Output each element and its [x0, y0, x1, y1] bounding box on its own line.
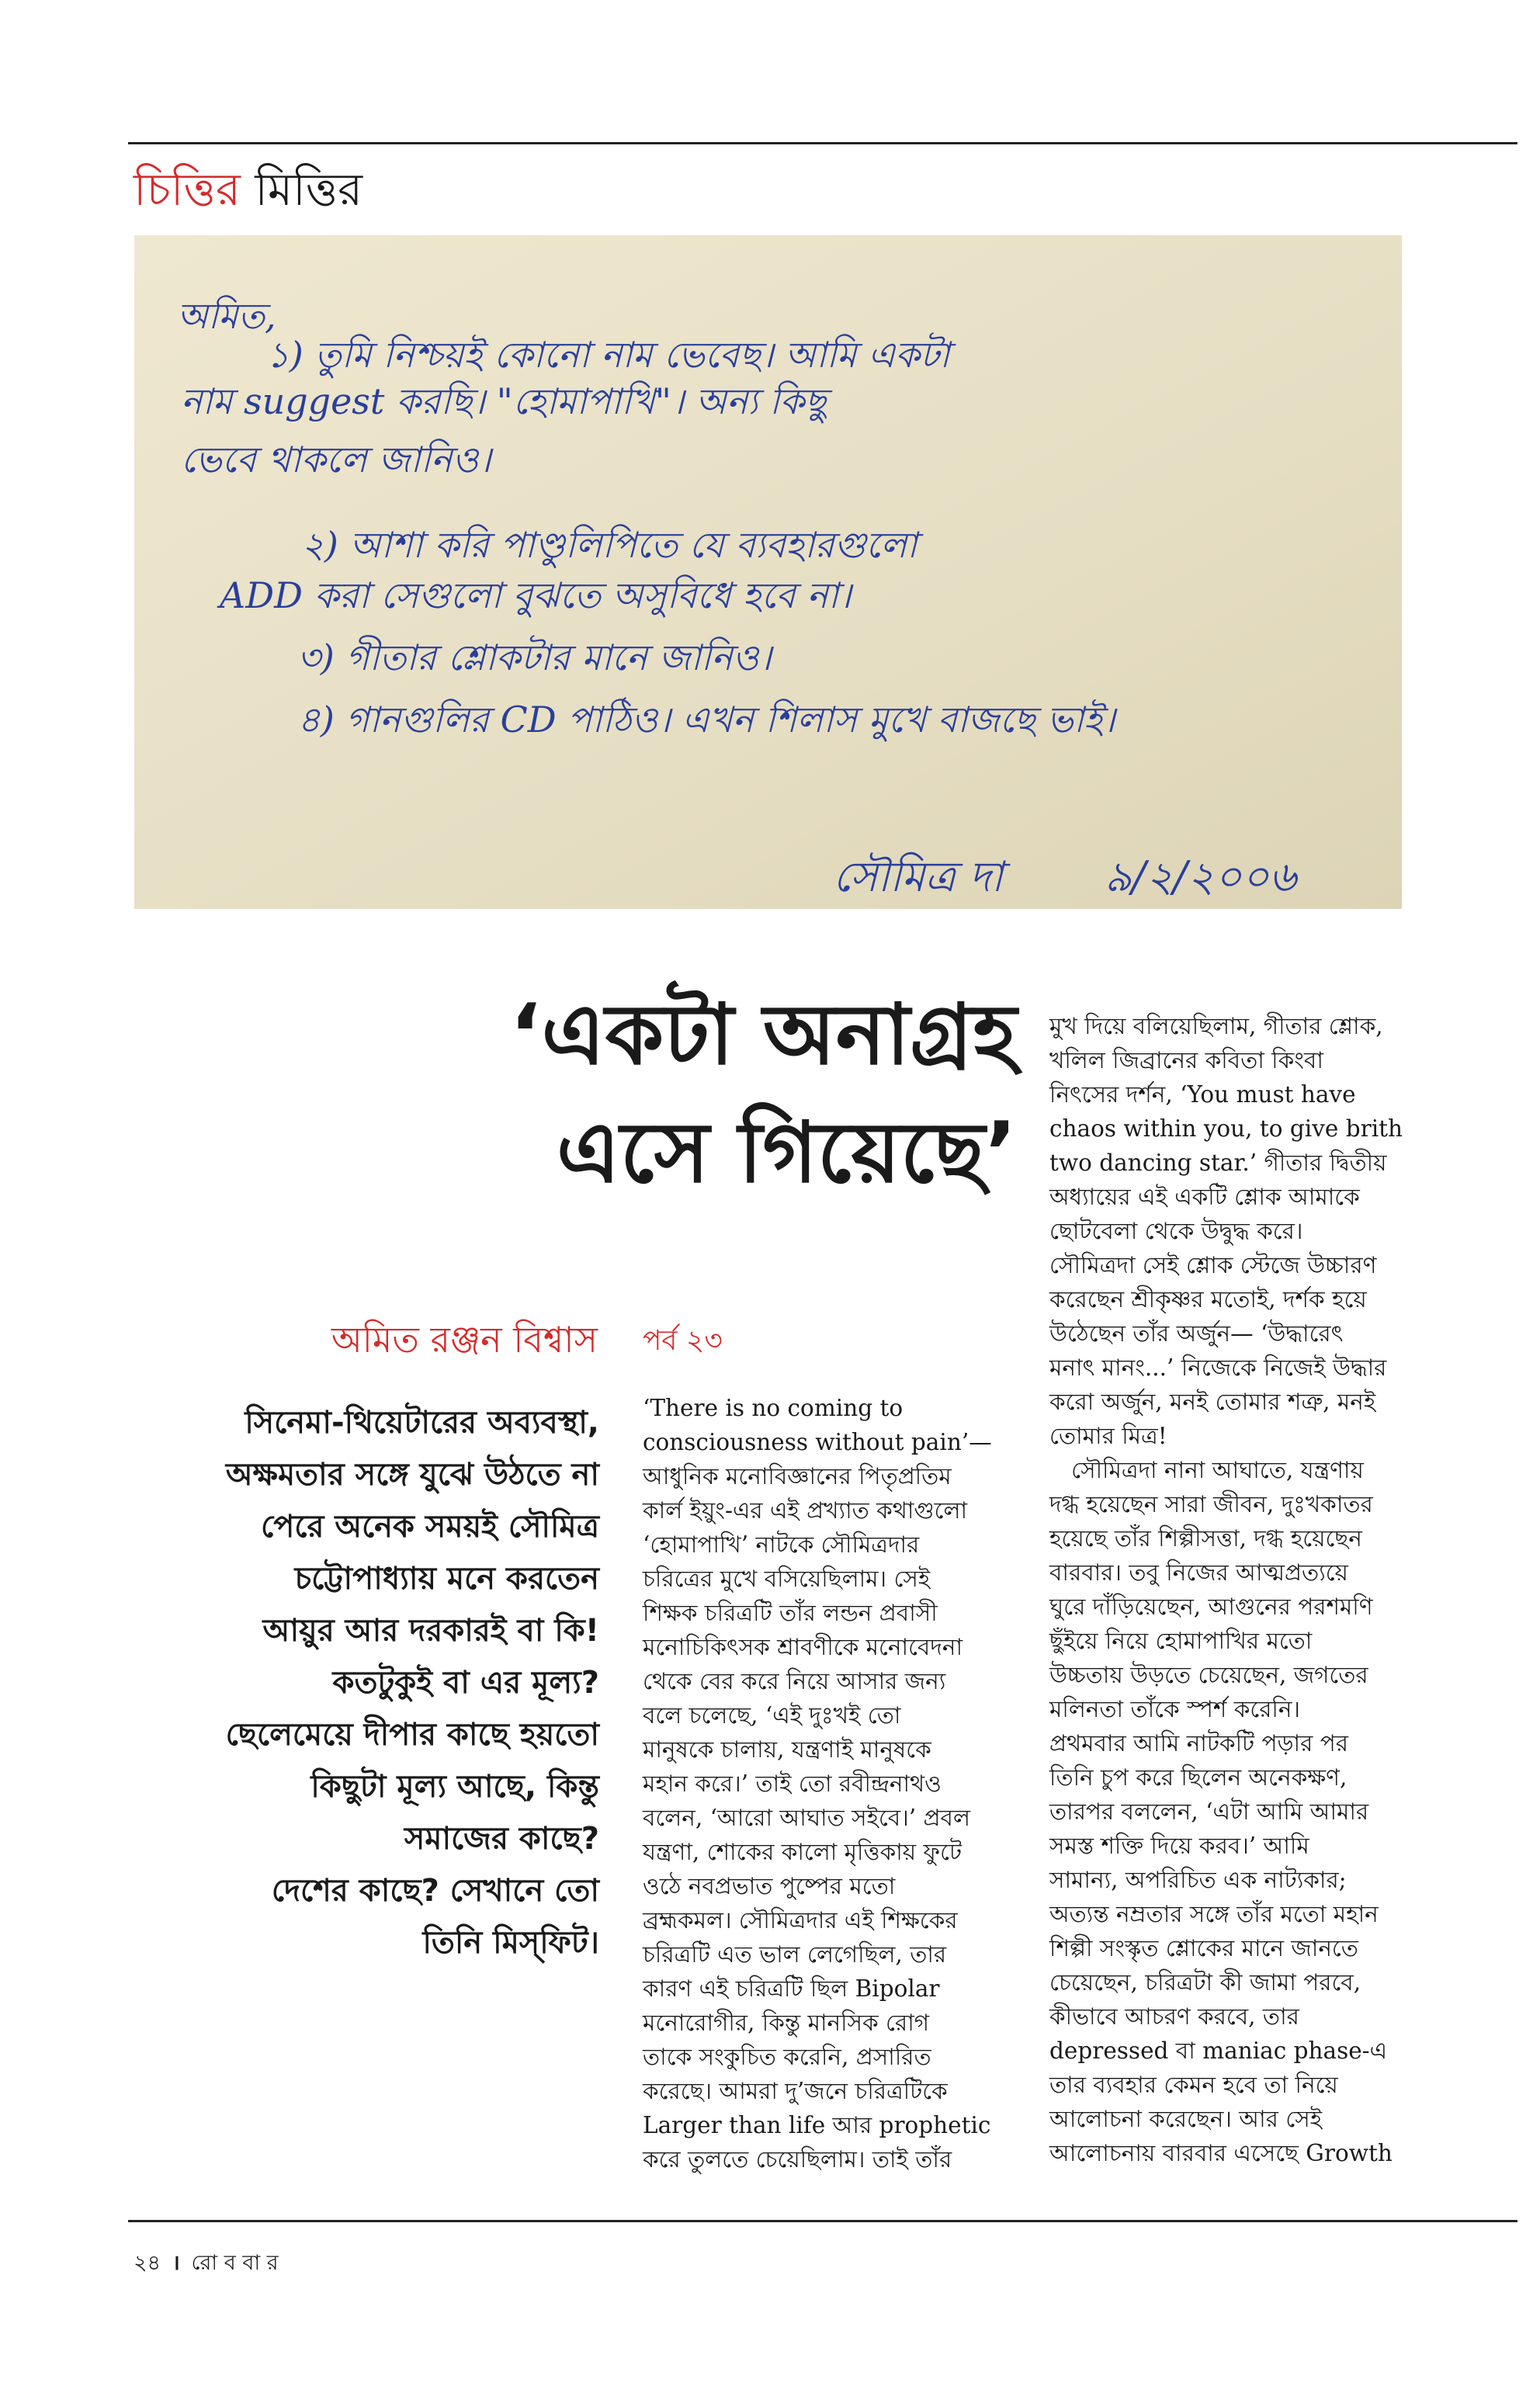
headline-line-1: ‘একটা অনাগ্রহ	[509, 987, 1017, 1084]
body-line: ‘হোমাপাখি’ নাটকে সৌমিত্রদার	[643, 1531, 920, 1558]
body-line: Larger than life আর prophetic	[643, 2112, 991, 2138]
note-line-6: ADD করা সেগুলো বুঝতে অসুবিধে হবে না।	[220, 574, 852, 616]
handwritten-note-image	[134, 235, 1402, 909]
body-line: কীভাবে আচরণ করবে, তার	[1049, 2003, 1299, 2030]
body-line: তিনি চুপ করে ছিলেন অনেকক্ষণ,	[1049, 1764, 1348, 1791]
intro-pullquote	[124, 1397, 599, 1969]
body-line: সৌমিত্রদা সেই শ্লোক স্টেজে উচ্চারণ	[1049, 1252, 1377, 1278]
body-line: করেছেন শ্রীকৃষ্ণর মতোই, দর্শক হয়ে	[1049, 1286, 1367, 1313]
top-rule	[128, 142, 1517, 144]
body-line: শিল্পী সংস্কৃত শ্লোকের মানে জানতে	[1049, 1935, 1358, 1961]
body-line: করো অর্জুন, মনই তোমার শত্রু, মনই	[1049, 1389, 1376, 1415]
body-line: চেয়েছেন, চরিত্রটা কী জামা পরবে,	[1049, 1969, 1361, 1996]
body-line: মনোচিকিৎসক শ্রাবণীকে মনোবেদনা	[643, 1634, 962, 1660]
body-line: আলোচনা করেছেন। আর সেই	[1049, 2106, 1323, 2132]
body-line: মানুষকে চালায়, যন্ত্রণাই মানুষকে	[643, 1736, 931, 1763]
handwritten-note-svg	[134, 235, 1402, 909]
body-line: depressed বা maniac phase-এ	[1049, 2038, 1388, 2064]
body-line: তোমার মিত্র!	[1049, 1423, 1167, 1449]
intro-line: চট্টোপাধ্যায় মনে করতেন	[294, 1561, 599, 1597]
bottom-rule	[128, 2220, 1517, 2222]
note-line-4: ভেবে থাকলে জানিও।	[181, 439, 491, 480]
intro-line: পেরে অনেক সময়ই সৌমিত্র	[261, 1509, 599, 1545]
body-line: consciousness without pain’—	[643, 1429, 992, 1455]
body-line: ‘There is no coming to	[643, 1395, 904, 1421]
body-line: two dancing star.’ গীতার দ্বিতীয়	[1049, 1150, 1387, 1176]
body-line: অধ্যায়ের এই একটি শ্লোক আমাকে	[1049, 1184, 1360, 1210]
note-line-1: অমিত,	[177, 295, 276, 337]
body-line: নিৎসের দর্শন, ‘You must have	[1049, 1081, 1356, 1108]
intro-line: তিনি মিস্‌ফিট।	[422, 1925, 599, 1961]
body-line: শিক্ষক চরিত্রটি তাঁর লন্ডন প্রবাসী	[643, 1600, 938, 1626]
body-line: তাকে সংকুচিত করেনি, প্রসারিত	[643, 2044, 931, 2070]
body-line: আধুনিক মনোবিজ্ঞানের পিতৃপ্রতিম	[643, 1463, 952, 1490]
body-line: আলোচনায় বারবার এসেছে Growth	[1049, 2140, 1393, 2166]
body-line: ছোটবেলা থেকে উদ্বুদ্ধ করে।	[1049, 1218, 1303, 1244]
headline-line-2: এসে গিয়েছে’	[556, 1105, 1017, 1202]
body-line: বলে চলেছে, ‘এই দুঃখই তো	[643, 1702, 901, 1729]
section-title-black: মিত্তির	[255, 163, 363, 216]
body-line: থেকে বের করে নিয়ে আসার জন্য	[643, 1668, 946, 1694]
body-line: মনোরোগীর, কিন্তু মানসিক রোগ	[643, 2010, 930, 2036]
body-line: হয়েছে তাঁর শিল্পীসত্তা, দগ্ধ হয়েছেন	[1049, 1525, 1362, 1552]
note-date: ৯/২/২০০৬	[1105, 852, 1296, 901]
section-title	[134, 155, 362, 231]
body-line: সমস্ত শক্তি দিয়ে করব।’ আমি	[1049, 1833, 1309, 1859]
body-line: যন্ত্রণা, শোকের কালো মৃত্তিকায় ফুটে	[643, 1839, 962, 1865]
body-line: অত্যন্ত নম্রতার সঙ্গে তাঁর মতো মহান	[1049, 1901, 1379, 1927]
headline	[256, 976, 1017, 1212]
intro-line: আয়ুর আর দরকারই বা কি!	[262, 1613, 599, 1649]
intro-line: অক্ষমতার সঙ্গে যুঝে উঠতে না	[225, 1457, 599, 1493]
note-signature: সৌমিত্র দা	[833, 852, 1004, 901]
body-line: ছুঁইয়ে নিয়ে হোমাপাখির মতো	[1049, 1628, 1313, 1654]
body-line: উচ্চতায় উড়তে চেয়েছেন, জগতের	[1049, 1662, 1368, 1688]
page-footer	[134, 2247, 279, 2282]
body-line: ওঠে নবপ্রভাত পুষ্পের মতো	[643, 1873, 896, 1899]
note-line-2: ১) তুমি নিশ্চয়ই কোনো নাম ভেবেছ। আমি একটা	[266, 334, 950, 376]
body-line: খলিল জিব্রানের কবিতা কিংবা	[1049, 1047, 1323, 1073]
section-title-red: চিত্তির	[134, 163, 241, 216]
intro-line: সিনেমা-থিয়েটারের অব্যবস্থা,	[245, 1405, 599, 1441]
intro-line: ছেলেমেয়ে দীপার কাছে হয়তো	[225, 1717, 599, 1753]
body-line: সৌমিত্রদা নানা আঘাতে, যন্ত্রণায়	[1049, 1457, 1364, 1483]
author-byline: অমিত রঞ্জন বিশ্বাস	[331, 1319, 598, 1361]
body-line: বলেন, ‘আরো আঘাত সইবে।’ প্রবল	[643, 1805, 970, 1831]
body-line: মহান করে।’ তাই তো রবীন্দ্রনাথও	[643, 1770, 942, 1797]
note-line-7: ৩) গীতার শ্লোকটার মানে জানিও।	[297, 636, 772, 678]
body-line: করেছে। আমরা দু’জনে চরিত্রটিকে	[643, 2078, 948, 2104]
body-line: মনাৎ মানং...’ নিজেকে নিজেই উদ্ধার	[1049, 1354, 1387, 1381]
body-line: মুখ দিয়ে বলিয়েছিলাম, গীতার শ্লোক,	[1049, 1013, 1383, 1039]
magazine-name: রো ব বা র	[191, 2251, 279, 2275]
body-line: কার্ল ইয়ুং-এর এই প্রখ্যাত কথাগুলো	[643, 1497, 968, 1524]
body-line: ব্রহ্মকমল। সৌমিত্রদার এই শিক্ষকের	[643, 1907, 958, 1933]
body-line: চরিত্রের মুখে বসিয়েছিলাম। সেই	[643, 1566, 931, 1592]
intro-line: সমাজের কাছে?	[404, 1821, 599, 1857]
note-line-8: ৪) গানগুলির CD পাঠিও। এখন শিলাস মুখে বাজছে ভাই।	[297, 699, 1115, 740]
page-number: ২৪	[134, 2251, 161, 2275]
body-line: কারণ এই চরিত্রটি ছিল Bipolar	[643, 1975, 940, 2002]
episode-label: পর্ব ২৩	[643, 1325, 723, 1357]
body-line: বারবার। তবু নিজের আত্মপ্রত্যয়ে	[1049, 1559, 1348, 1586]
intro-line: কতটুকুই বা এর মূল্য?	[332, 1665, 599, 1701]
body-line: প্রথমবার আমি নাটকটি পড়ার পর	[1049, 1730, 1348, 1757]
body-column-right	[1049, 1009, 1414, 2170]
intro-line: দেশের কাছে? সেখানে তো	[271, 1873, 599, 1909]
footer-separator: ।	[172, 2251, 180, 2275]
body-column-middle	[643, 1391, 992, 2176]
body-line: চরিত্রটি এত ভাল লেগেছিল, তার	[643, 1941, 947, 1968]
intro-line: কিছুটা মূল্য আছে, কিন্তু	[310, 1769, 599, 1805]
body-line: তারপর বললেন, ‘এটা আমি আমার	[1049, 1798, 1369, 1825]
body-line: chaos within you, to give brith	[1049, 1115, 1403, 1142]
note-line-3: নাম suggest করছি। "হোমাপাখি"। অন্য কিছু	[181, 380, 827, 422]
body-line: উঠেছেন তাঁর অর্জুন— ‘উদ্ধারেৎ	[1049, 1320, 1344, 1347]
note-line-5: ২) আশা করি পাণ্ডুলিপিতে যে ব্যবহারগুলো	[301, 524, 917, 566]
body-line: সামান্য, অপরিচিত এক নাট্যকার;	[1049, 1867, 1347, 1893]
body-line: করে তুলতে চেয়েছিলাম। তাই তাঁর	[643, 2146, 952, 2173]
body-line: মলিনতা তাঁকে স্পর্শ করেনি।	[1049, 1696, 1301, 1722]
body-line: দগ্ধ হয়েছেন সারা জীবন, দুঃখকাতর	[1049, 1491, 1373, 1517]
body-line: তার ব্যবহার কেমন হবে তা নিয়ে	[1049, 2072, 1338, 2098]
body-line: ঘুরে দাঁড়িয়েছেন, আগুনের পরশমণি	[1049, 1594, 1373, 1620]
